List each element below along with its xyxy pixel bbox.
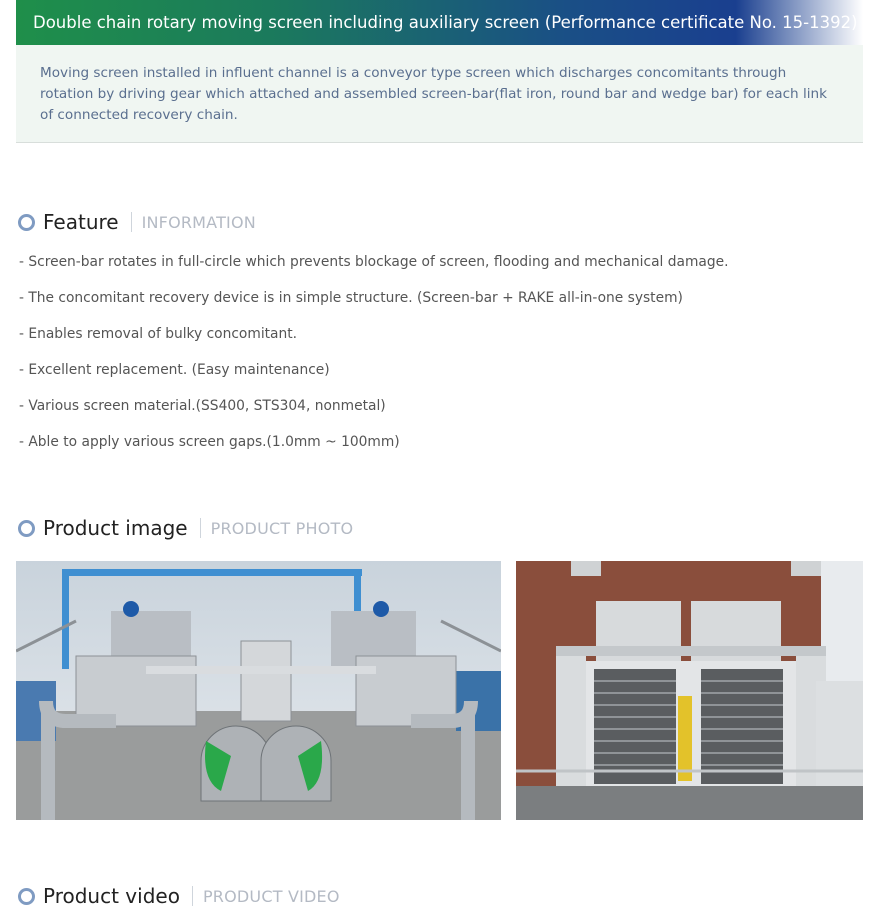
- section-divider: [192, 886, 193, 906]
- feature-item: - Excellent replacement. (Easy maintenance): [19, 362, 330, 378]
- page-title: Double chain rotary moving screen including auxiliary screen (Performance certificate No. 15-1392): [33, 13, 858, 32]
- feature-item: - Enables removal of bulky concomitant.: [19, 326, 298, 342]
- product-video-title: Product video: [43, 884, 180, 908]
- description-box: [16, 45, 863, 143]
- feature-list: [19, 252, 729, 468]
- feature-subtitle: INFORMATION: [141, 212, 256, 232]
- feature-item: - Various screen material.(SS400, STS304, nonmetal): [19, 398, 386, 414]
- product-video-subtitle: PRODUCT VIDEO: [202, 886, 340, 906]
- product-image-title: Product image: [43, 516, 188, 540]
- section-bullet-icon: [18, 520, 35, 537]
- feature-item: - The concomitant recovery device is in simple structure. (Screen-bar + RAKE all-in-one system): [19, 290, 683, 306]
- screen-channel-building-photo: [516, 561, 863, 820]
- section-divider: [131, 212, 132, 232]
- description-text: Moving screen installed in influent channel is a conveyor type screen which discharges concomitants through rotation by driving gear which attached and assembled screen-bar(flat iron, round bar and wedge bar) for each link of connected recovery chain.: [40, 65, 828, 123]
- section-divider: [200, 518, 201, 538]
- feature-item: - Screen-bar rotates in full-circle which prevents blockage of screen, flooding and mechanical damage.: [19, 254, 729, 270]
- product-image-subtitle: PRODUCT PHOTO: [210, 518, 354, 538]
- rotary-screen-installation-photo: [16, 561, 501, 820]
- page-title-bar: [16, 0, 863, 45]
- section-bullet-icon: [18, 888, 35, 905]
- feature-title: Feature: [43, 210, 119, 234]
- feature-item: - Able to apply various screen gaps.(1.0mm ~ 100mm): [19, 434, 400, 450]
- section-bullet-icon: [18, 214, 35, 231]
- product-image-section-header: [18, 515, 353, 541]
- feature-section-header: [18, 209, 256, 235]
- product-video-section-header: [18, 883, 340, 909]
